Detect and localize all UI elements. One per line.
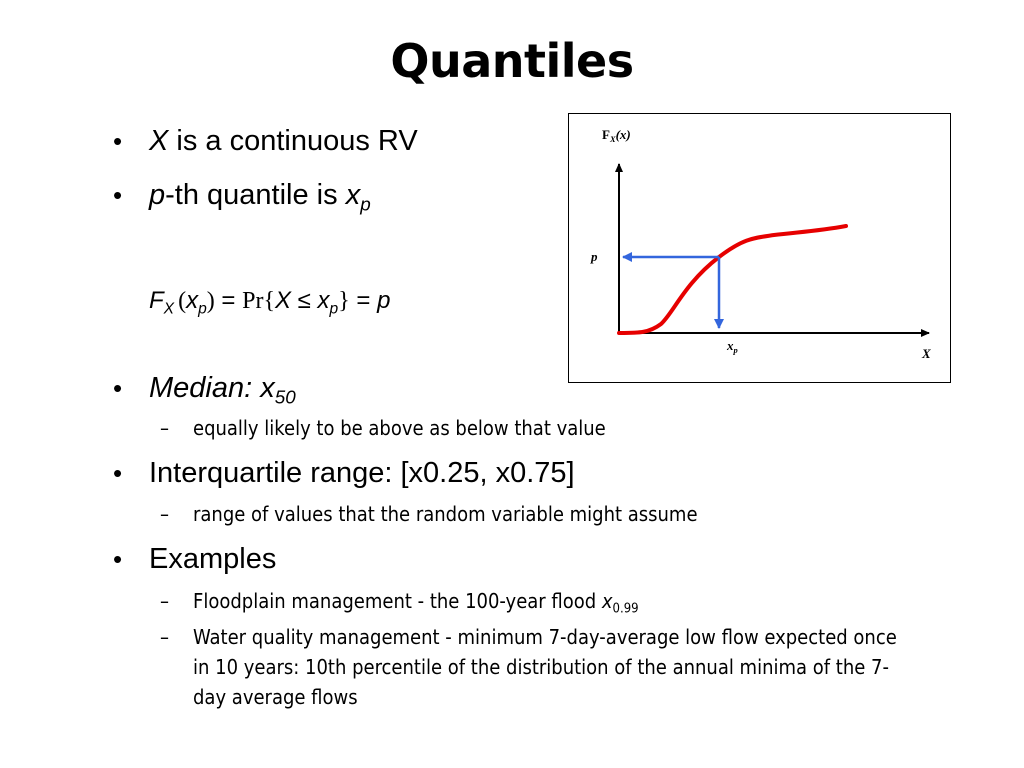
bullet-marker: • xyxy=(113,458,123,488)
example-var-sub: 0.99 xyxy=(612,601,639,617)
cdf-diagram xyxy=(568,113,951,383)
bullet-var-sub: p xyxy=(360,193,371,215)
median-sub: 50 xyxy=(274,386,296,408)
bullet-text: Examples xyxy=(149,543,277,575)
bullet-text: is a continuous RV xyxy=(168,125,418,157)
formula-le: ≤ xyxy=(291,287,318,314)
xp-label: $x_p$ xyxy=(727,338,738,355)
median-label: Median: x xyxy=(149,372,275,404)
formula-F-sub: X xyxy=(163,300,175,318)
x-axis-label: X xyxy=(922,346,931,361)
formula-x: x xyxy=(186,287,199,314)
formula-rparen: ) xyxy=(206,288,215,314)
formula-x-sub: p xyxy=(198,300,207,318)
bullet-marker: • xyxy=(113,544,123,574)
formula-pr: Pr xyxy=(242,288,264,314)
bullet-marker: • xyxy=(113,126,123,156)
page-title: Quantiles xyxy=(390,34,634,88)
quantile-formula xyxy=(149,287,391,318)
formula-X: X xyxy=(275,287,292,314)
formula-eq2: = xyxy=(349,287,378,314)
bullet-var-x: x xyxy=(345,179,361,211)
cdf-curve xyxy=(619,226,846,333)
formula-p: p xyxy=(377,287,391,314)
bullet-marker: • xyxy=(113,180,123,210)
sub-text: equally likely to be above as below that value xyxy=(193,416,606,440)
bullet-var: p xyxy=(149,179,166,211)
sub-text: Floodplain management - the 100-year flood xyxy=(193,589,602,613)
bullet-text: Interquartile range: [x0.25, x0.75] xyxy=(149,457,575,489)
formula-F: F xyxy=(149,287,164,314)
bullet-marker: • xyxy=(113,373,123,403)
sub-dash: – xyxy=(160,589,169,613)
formula-eq: = xyxy=(214,287,243,314)
cdf-diagram-svg xyxy=(569,114,950,382)
sub-text: Water quality management - minimum 7-day-average low flow expected once in 10 years: 10th percentile of the distribution of the annual minima of the 7-day average flows xyxy=(193,625,897,709)
y-axis-label: $F_X(x)$ xyxy=(602,127,631,144)
formula-lbrace: { xyxy=(263,288,275,314)
bullet-var: X xyxy=(149,125,169,157)
formula-x2: x xyxy=(317,287,330,314)
sub-text: range of values that the random variable might assume xyxy=(193,502,698,526)
sub-dash: – xyxy=(160,416,169,440)
formula-lparen: ( xyxy=(178,288,187,314)
example-var: x xyxy=(601,589,613,613)
sub-dash: – xyxy=(160,625,169,649)
p-label: p xyxy=(591,249,598,264)
bullet-text: -th quantile is xyxy=(165,179,346,211)
sub-dash: – xyxy=(160,502,169,526)
formula-rbrace: } xyxy=(338,288,350,314)
formula-x2-sub: p xyxy=(329,300,339,318)
